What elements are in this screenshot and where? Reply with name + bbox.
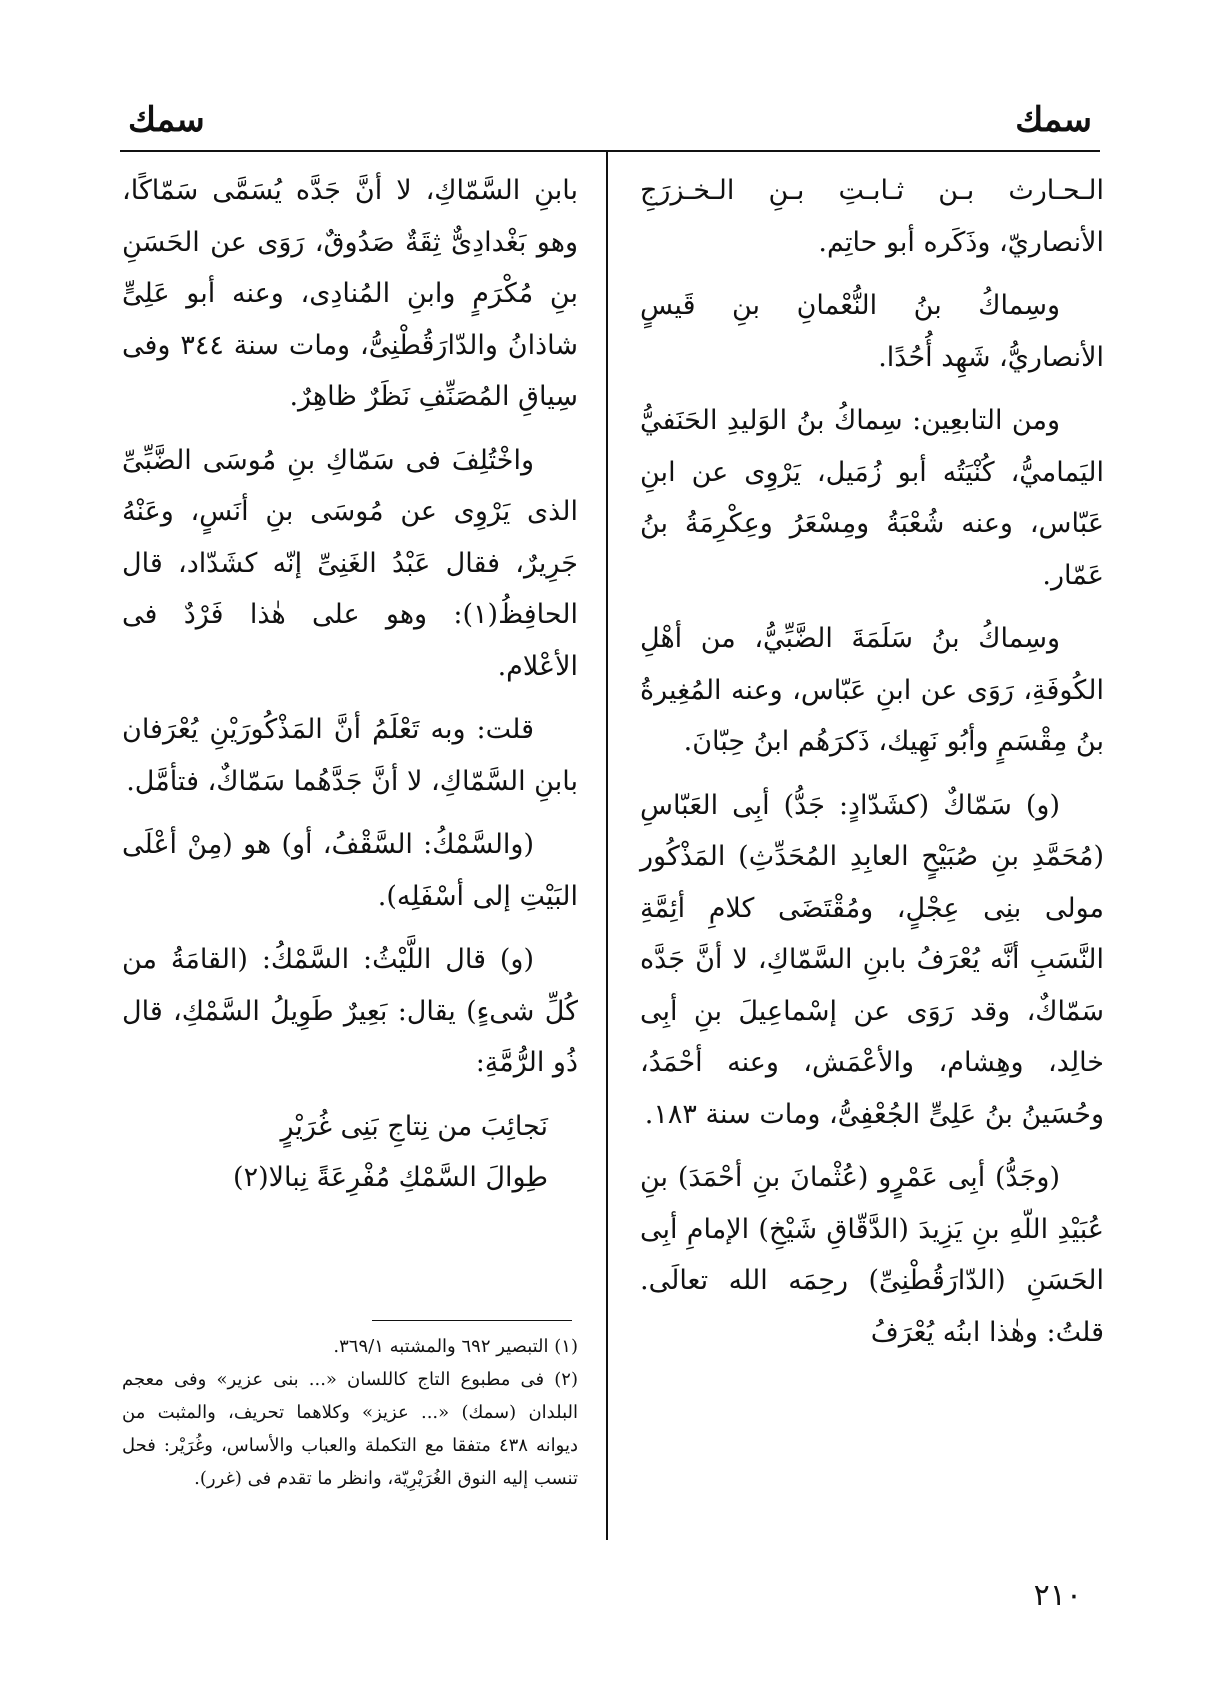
paragraph: وسِماكُ بنُ سَلَمَةَ الضَّبِّيُّ، من أهْلِ الكُوفَةِ، رَوَى عن ابنِ عَبّاس، وعنه المُغِيرةُ بنُ مِقْسَمٍ وأبُو نَهِيك، ذَكرَهُم ابنُ حِبّانَ.	[640, 623, 1104, 757]
paragraph: بابنِ السَّمّاكِ، لا أنَّ جَدَّه يُسَمَّى سَمّاكًا، وهو بَغْدادِىٌّ ثِقَةٌ صَدُوقٌ، رَوَى عن الحَسَنِ بنِ مُكْرَمٍ وابنِ المُنادِى، وعنه أبو عَلِىٍّ شاذانُ والدّارَقُطْنِىُّ، ومات سنة ٣٤٤ وفى سِياقِ المُصَنِّفِ نَظَرٌ ظاهِرٌ.	[122, 175, 578, 412]
page-number: ٢١٠	[1033, 1578, 1082, 1613]
paragraph: (و) قال اللَّيْثُ: السَّمْكُ: (القامَةُ من كُلِّ شىءٍ) يقال: بَعِيرٌ طَوِيلُ السَّمْكِ، قال ذُو الرُّمَّةِ:	[122, 944, 578, 1078]
left-column	[122, 165, 578, 1204]
header-word-right: سمك	[1015, 100, 1092, 140]
footnote-rule	[372, 1320, 572, 1321]
column-divider	[606, 152, 608, 1540]
paragraph: وسِماكُ بنُ النُّعْمانِ بنِ قَيسٍ الأنصاريُّ، شَهِد أُحُدًا.	[640, 290, 1104, 373]
footnotes	[122, 1330, 578, 1495]
right-column	[640, 165, 1104, 1370]
paragraph: (وجَدُّ) أبِى عَمْرٍو (عُثْمانَ بنِ أحْمَدَ) بنِ عُبَيْدِ اللّهِ بنِ يَزِيدَ (الدَّقّاقِ شَيْخِ) الإمامِ أبِى الحَسَنِ (الدّارَقُطْنِىِّ) رحِمَه الله تعالَى. قلتُ: وهٰذا ابنُه يُعْرَفُ	[640, 1162, 1104, 1348]
header-rule	[120, 150, 1100, 152]
paragraph: قلت: وبه تَعْلَمُ أنَّ المَذْكُورَيْنِ يُعْرَفان بابنِ السَّمّاكِ، لا أنَّ جَدَّهُما سَمّاكٌ، فتأمَّل.	[122, 714, 578, 797]
verse-line: طِوالَ السَّمْكِ مُفْرِعَةً نِبالا(٢)	[233, 1162, 548, 1193]
footnote: (٢) فى مطبوع التاج كاللسان «... بنى عزير» وفى معجم البلدان (سمك) «... عزيز» وكلاهما تحريف، والمثبت من ديوانه ٤٣٨ متفقا مع التكملة والعباب والأساس، وغُرَيْر: فحل تنسب إليه النوق الغُرَيْرِيّة، وانظر ما تقدم فى (غرر).	[122, 1369, 578, 1489]
paragraph: (والسَّمْكُ: السَّقْفُ، أو) هو (مِنْ أعْلَى البَيْتِ إلى أسْفَلِه).	[122, 829, 578, 912]
footnote: (١) التبصير ٦٩٢ والمشتبه ٣٦٩/١.	[333, 1336, 578, 1357]
paragraph: واخْتُلِفَ فى سَمّاكِ بنِ مُوسَى الضَّبِّىِّ الذى يَرْوِى عن مُوسَى بنِ أنَسٍ، وعَنْهُ جَرِيرٌ، فقال عَبْدُ الغَنِىِّ إنّه كشَدّاد، قال الحافِظُ(١): وهو على هٰذا فَرْدٌ فى الأعْلام.	[122, 444, 578, 682]
header-word-left: سمك	[128, 100, 205, 140]
paragraph: ومن التابعِين: سِماكُ بنُ الوَليدِ الحَنَفيُّ اليَماميُّ، كُنْيَتُه أبو زُمَيل، يَرْوِى عن ابنِ عَبّاس، وعنه شُعْبَةُ ومِسْعَرُ وعِكْرِمَةُ بنُ عَمّار.	[640, 405, 1104, 591]
verse-line: نَجائِبَ من نِتاجِ بَنِى غُرَيْرٍ	[280, 1110, 548, 1142]
paragraph: (و) سَمّاكٌ (كشَدّادٍ: جَدُّ) أبِى العَبّاسِ (مُحَمَّدِ بنِ صُبَيْحٍ العابِدِ المُحَدِّثِ) المَذْكُور مولى بنِى عِجْلٍ، ومُقْتَضَى كلامِ أئِمَّةِ النَّسَبِ أنَّه يُعْرَفُ بابنِ السَّمّاكِ، لا أنَّ جَدَّه سَمّاكٌ، وقد رَوَى عن إسْماعِيلَ بنِ أبِى خالِد، وهِشام، والأعْمَش، وعنه أحْمَدُ، وحُسَينُ بنُ عَلِىٍّ الجُعْفِىُّ، ومات سنة ١٨٣.	[640, 789, 1104, 1130]
paragraph: الـحـارث بـن ثـابـتِ بـنِ الـخـزرَجِ الأنصاريّ، وذَكَره أبو حاتِم.	[640, 175, 1104, 258]
